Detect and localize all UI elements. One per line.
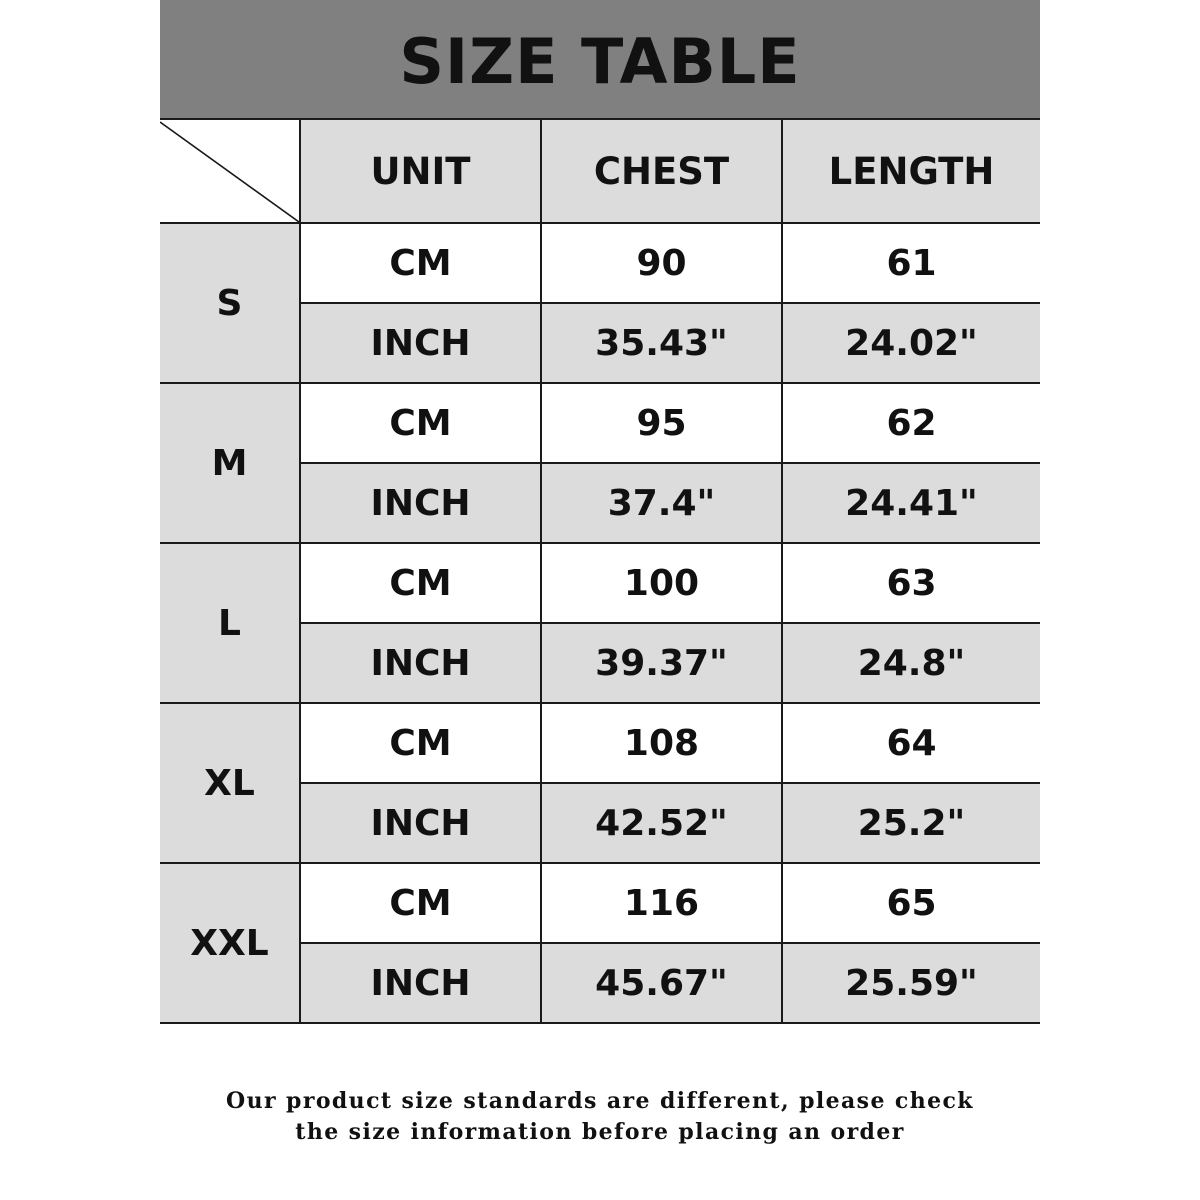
chest-cell: 35.43"	[541, 303, 782, 383]
unit-cell: INCH	[300, 463, 541, 543]
size-label: L	[160, 543, 300, 703]
chest-cell: 95	[541, 383, 782, 463]
unit-cell: INCH	[300, 783, 541, 863]
chest-cell: 39.37"	[541, 623, 782, 703]
table-row	[160, 543, 1040, 623]
unit-cell: INCH	[300, 623, 541, 703]
disclaimer-line-1: Our product size standards are different, please check	[226, 1088, 974, 1114]
length-cell: 63	[782, 543, 1040, 623]
length-cell: 24.41"	[782, 463, 1040, 543]
length-cell: 24.02"	[782, 303, 1040, 383]
table-row	[160, 863, 1040, 943]
unit-cell: CM	[300, 223, 541, 303]
page-title: SIZE TABLE	[399, 24, 801, 98]
diagonal-divider	[160, 120, 299, 222]
unit-cell: CM	[300, 383, 541, 463]
chest-cell: 42.52"	[541, 783, 782, 863]
chest-cell: 100	[541, 543, 782, 623]
table-row	[160, 223, 1040, 303]
corner-cell	[160, 119, 300, 223]
size-label: XL	[160, 703, 300, 863]
disclaimer-line-2: the size information before placing an order	[295, 1119, 905, 1145]
unit-cell: CM	[300, 543, 541, 623]
chest-cell: 90	[541, 223, 782, 303]
length-cell: 65	[782, 863, 1040, 943]
title-banner	[160, 0, 1040, 118]
chest-cell: 108	[541, 703, 782, 783]
header-length: LENGTH	[782, 119, 1040, 223]
size-label: M	[160, 383, 300, 543]
length-cell: 62	[782, 383, 1040, 463]
unit-cell: INCH	[300, 943, 541, 1023]
chest-cell: 45.67"	[541, 943, 782, 1023]
size-disclaimer	[160, 1086, 1040, 1148]
length-cell: 25.59"	[782, 943, 1040, 1023]
size-table	[160, 118, 1040, 1024]
length-cell: 61	[782, 223, 1040, 303]
table-row	[160, 703, 1040, 783]
length-cell: 24.8"	[782, 623, 1040, 703]
table-row	[160, 383, 1040, 463]
unit-cell: INCH	[300, 303, 541, 383]
chest-cell: 116	[541, 863, 782, 943]
header-chest: CHEST	[541, 119, 782, 223]
length-cell: 25.2"	[782, 783, 1040, 863]
table-header-row	[160, 119, 1040, 223]
size-label: XXL	[160, 863, 300, 1023]
unit-cell: CM	[300, 703, 541, 783]
unit-cell: CM	[300, 863, 541, 943]
size-label: S	[160, 223, 300, 383]
length-cell: 64	[782, 703, 1040, 783]
chest-cell: 37.4"	[541, 463, 782, 543]
header-unit: UNIT	[300, 119, 541, 223]
